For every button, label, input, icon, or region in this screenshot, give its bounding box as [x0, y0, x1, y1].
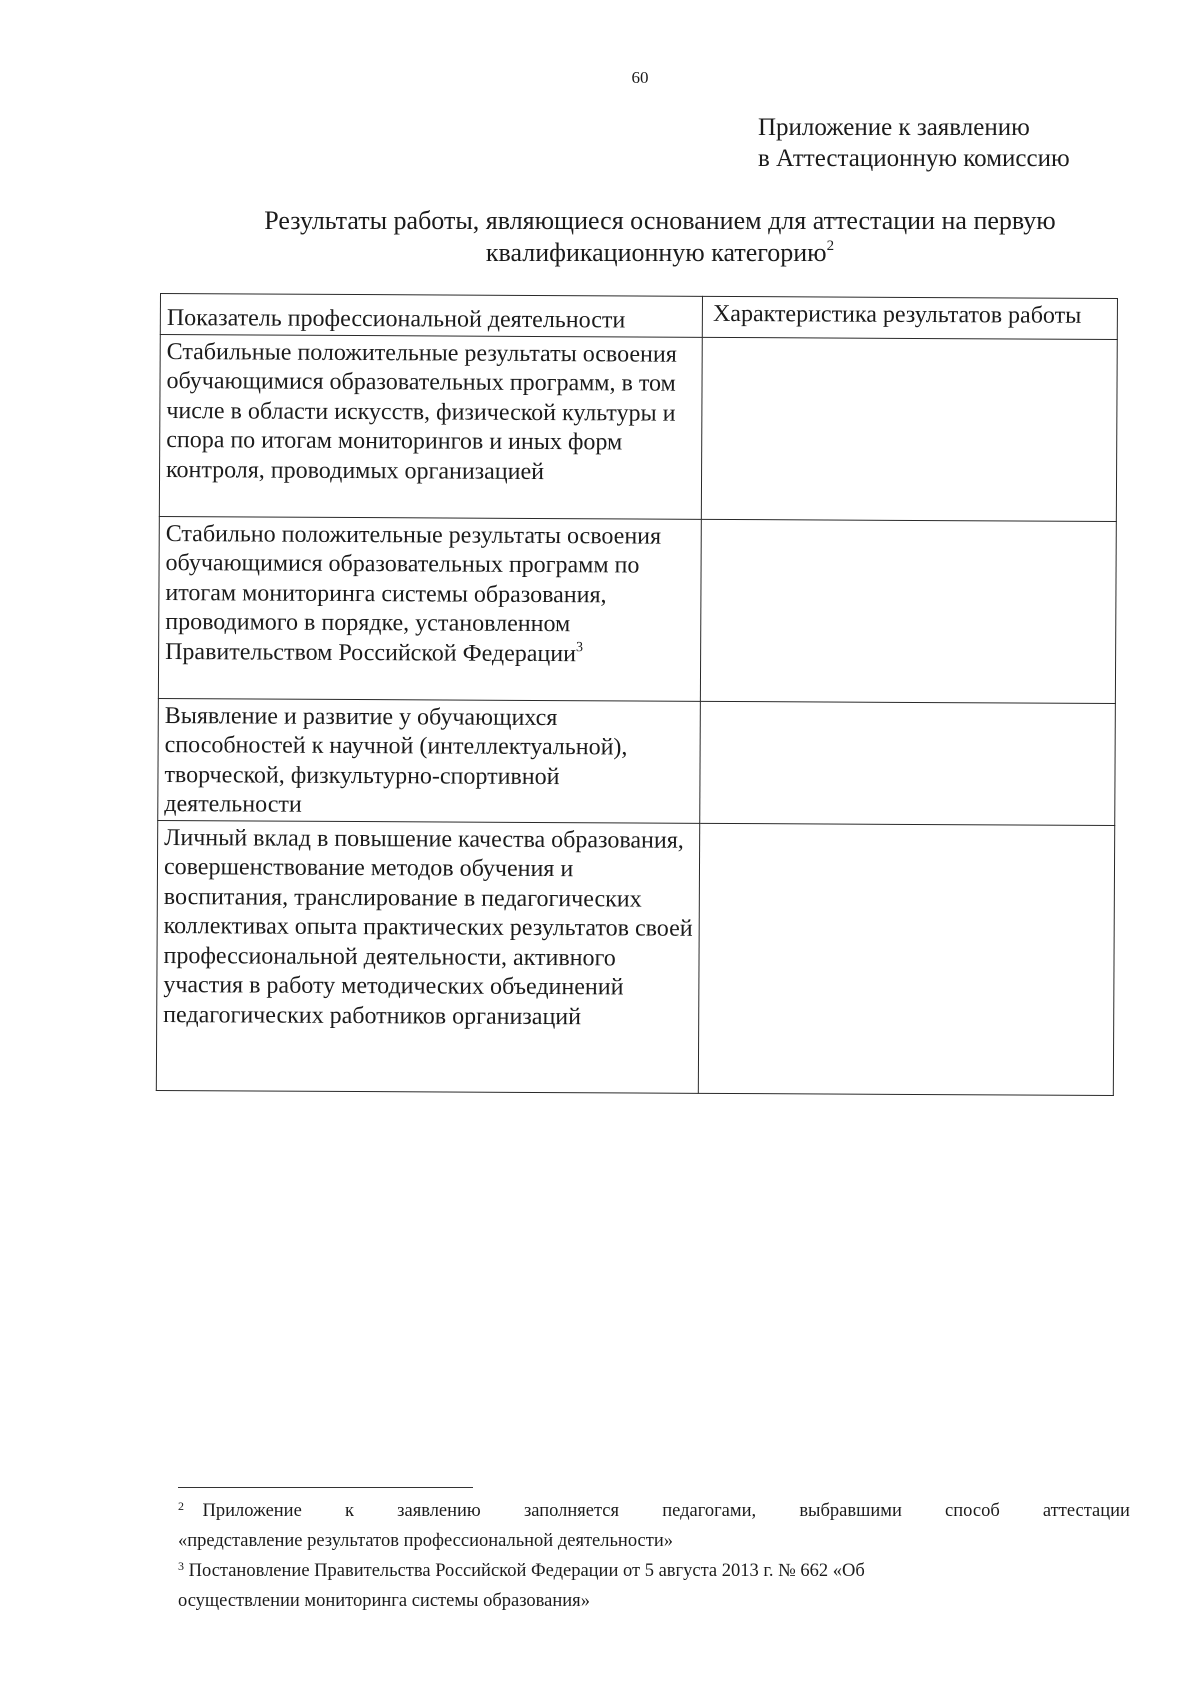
- indicator-cell: [158, 698, 701, 823]
- footnote-2-line-1: [178, 1496, 1130, 1526]
- footnote-word: способ: [945, 1501, 1000, 1521]
- footnote-word: выбравшими: [799, 1501, 902, 1521]
- indicator-text: Выявление и развитие у обучающихся способностей к научной (интеллектуальной), творческой, физкультурно-спортивной деятельности: [164, 702, 628, 818]
- footnote-word: заявлению: [397, 1501, 481, 1521]
- table-row: [159, 334, 1117, 521]
- table-row: [158, 516, 1116, 703]
- results-table: [156, 293, 1118, 1096]
- characteristic-cell[interactable]: [701, 337, 1117, 521]
- footnote-word: Приложение: [202, 1501, 302, 1521]
- title-line-2-text: квалификационную категорию: [485, 238, 827, 267]
- table-header-row: [160, 294, 1117, 340]
- indicator-text: Стабильно положительные результаты освоения обучающимися образовательных программ по итогам мониторинга системы образования, проводимого в порядке, установленном Правительством Российской Федерации: [165, 520, 662, 667]
- appendix-line-2: в Аттестационную комиссию: [758, 145, 1070, 172]
- footnote-3-line-1: [178, 1556, 1130, 1586]
- footnote-word: к: [344, 1501, 354, 1521]
- indicator-cell: [158, 516, 701, 701]
- header-indicator: Показатель профессиональной деятельности: [160, 294, 702, 337]
- title-line-1: Результаты работы, являющиеся основанием для аттестации на первую: [264, 206, 1056, 235]
- footnote-word: аттестации: [1042, 1501, 1130, 1521]
- footnotes: [178, 1496, 1130, 1616]
- indicator-text: Стабильные положительные результаты освоения обучающимися образовательных программ, в том числе в области искусств, физической культуры и спора по итогам мониторингов и иных форм контроля, проводимых организацией: [166, 338, 677, 485]
- footnote-word: заполняется: [523, 1501, 620, 1521]
- indicator-text: Личный вклад в повышение качества образования, совершенствование методов обучения и воспитания, транслирование в педагогических коллективах опыта практических результатов своей профессиональной деятельности, активного участия в работу методических объединений педагогических работников организаций: [163, 824, 693, 1030]
- footnote-separator: [178, 1487, 473, 1488]
- table-row: [158, 698, 1116, 825]
- characteristic-cell[interactable]: [698, 823, 1114, 1095]
- indicator-footnote-ref: 3: [576, 639, 584, 655]
- footnote-word: педагогами,: [662, 1501, 757, 1521]
- page-number: 60: [631, 68, 649, 87]
- document-title: [190, 205, 1130, 269]
- footnote-3-mark: 3: [178, 1559, 184, 1573]
- footnote-2-mark-word: [178, 1496, 302, 1526]
- appendix-line-1: Приложение к заявлению: [758, 114, 1030, 141]
- characteristic-cell[interactable]: [700, 701, 1116, 825]
- footnote-3-text: Постановление Правительства Российской Федерации от 5 августа 2013 г. № 662 «Об: [188, 1561, 865, 1581]
- appendix-heading: [758, 112, 1070, 174]
- title-line-2: [190, 237, 1130, 269]
- footnote-2-mark: 2: [178, 1499, 184, 1513]
- indicator-cell: [159, 334, 702, 519]
- characteristic-cell[interactable]: [700, 519, 1116, 703]
- table-row: [156, 820, 1114, 1095]
- footnote-2-line-2: «представление результатов профессиональной деятельности»: [178, 1531, 673, 1551]
- indicator-cell: [156, 820, 700, 1093]
- header-characteristic: Характеристика результатов работы: [702, 296, 1117, 339]
- title-footnote-ref: 2: [826, 238, 835, 254]
- footnote-3-line-2: осуществлении мониторинга системы образования»: [178, 1591, 590, 1611]
